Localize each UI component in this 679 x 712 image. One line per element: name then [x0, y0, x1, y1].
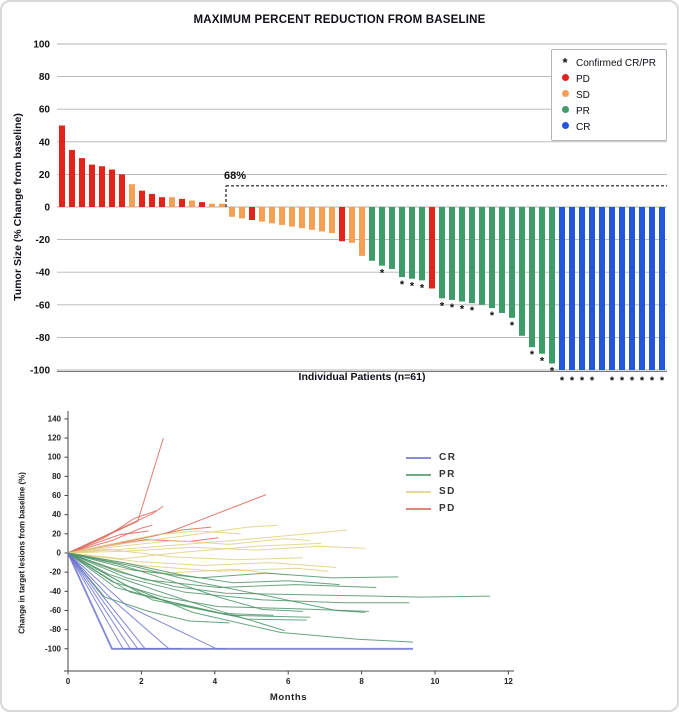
- waterfall-y-tick-label: -60: [35, 300, 50, 312]
- patient-bar-sd: [239, 207, 245, 218]
- patient-bar-cr: [589, 207, 595, 370]
- legend-dot-icon: [562, 74, 569, 81]
- patient-bar-pr: [499, 207, 505, 313]
- patient-bar-pd: [59, 126, 65, 208]
- legend-item-sd: [560, 87, 658, 103]
- patient-bar-sd: [319, 207, 325, 231]
- legend-label: PR: [439, 469, 456, 480]
- confirmed-asterisk: *: [619, 375, 625, 387]
- spider-y-tick-label: 0: [56, 548, 61, 558]
- patient-bar-pr: [449, 207, 455, 300]
- confirmed-asterisk: *: [639, 375, 645, 387]
- legend-item-pr: [560, 103, 658, 119]
- confirmed-asterisk: *: [559, 375, 565, 387]
- patient-bar-pr: [519, 207, 525, 336]
- spider-y-tick-label: 20: [52, 529, 61, 539]
- patient-bar-sd: [209, 204, 215, 207]
- patient-bar-cr: [619, 207, 625, 370]
- patient-bar-cr: [649, 207, 655, 370]
- patient-bar-pr: [479, 207, 485, 305]
- waterfall-y-tick-label: -20: [35, 235, 50, 247]
- legend-dot-icon: [562, 106, 569, 113]
- series-line-pr: [68, 553, 365, 612]
- patient-bar-pd: [79, 158, 85, 207]
- confirmed-asterisk: *: [469, 305, 475, 318]
- confirmed-asterisk: *: [409, 280, 415, 293]
- confirmed-asterisk: *: [579, 375, 585, 387]
- spider-x-tick-label: 12: [503, 677, 513, 686]
- legend-label: PD: [439, 503, 456, 514]
- spider-legend-item-pd: [406, 500, 456, 517]
- patient-bar-pd: [199, 202, 205, 207]
- patient-bar-pd: [119, 174, 125, 207]
- spider-x-tick-label: 10: [430, 677, 440, 686]
- waterfall-y-tick-label: -80: [35, 332, 50, 344]
- patient-bar-pr: [509, 207, 515, 318]
- legend-line-icon: [406, 491, 431, 493]
- confirmed-asterisk: *: [459, 303, 465, 316]
- spider-plot: [2, 397, 679, 712]
- legend-label: Confirmed CR/PR: [576, 57, 657, 69]
- patient-bar-pr: [529, 207, 535, 347]
- confirmed-asterisk: *: [399, 279, 405, 292]
- spider-y-tick-label: 40: [52, 510, 61, 520]
- patient-bar-sd: [329, 207, 335, 233]
- patient-bar-cr: [599, 207, 605, 370]
- spider-y-tick-label: -100: [44, 644, 61, 654]
- patient-bar-sd: [269, 207, 275, 223]
- confirmed-asterisk: *: [569, 375, 575, 387]
- patient-bar-sd: [169, 197, 175, 207]
- spider-x-tick-label: 0: [65, 677, 71, 686]
- patient-bar-pr: [439, 207, 445, 298]
- confirmed-asterisk: *: [439, 300, 445, 313]
- patient-bar-pd: [249, 207, 255, 220]
- confirmed-asterisk: *: [379, 267, 385, 280]
- patient-bar-pr: [369, 207, 375, 261]
- spider-x-tick-label: 2: [139, 677, 144, 686]
- confirmed-asterisk: *: [659, 375, 665, 387]
- patient-bar-pr: [399, 207, 405, 277]
- patient-bar-pr: [489, 207, 495, 308]
- patient-bar-pd: [109, 170, 115, 207]
- waterfall-y-tick-label: 60: [38, 104, 50, 116]
- spider-y-tick-label: -60: [49, 605, 61, 615]
- patient-bar-pd: [99, 166, 105, 207]
- annotation-label: 68%: [224, 169, 247, 182]
- patient-bar-cr: [639, 207, 645, 370]
- legend-line-icon: [406, 457, 431, 459]
- legend-line-icon: [406, 474, 431, 476]
- patient-bar-pr: [379, 207, 385, 266]
- confirmed-asterisk: *: [549, 365, 555, 378]
- legend-dot-icon: [560, 106, 570, 116]
- waterfall-y-tick-label: -40: [35, 267, 50, 279]
- confirmed-asterisk: *: [419, 282, 425, 295]
- waterfall-x-axis-label: Individual Patients (n=61): [298, 371, 426, 383]
- patient-bar-cr: [659, 207, 665, 370]
- patient-bar-cr: [629, 207, 635, 370]
- waterfall-y-tick-label: 20: [38, 169, 50, 181]
- confirmed-asterisk: *: [629, 375, 635, 387]
- patient-bar-pr: [409, 207, 415, 279]
- legend-dot-icon: [560, 74, 570, 84]
- spider-x-axis-label: Months: [269, 692, 308, 703]
- patient-bar-sd: [299, 207, 305, 228]
- legend-item-cr: [560, 119, 658, 135]
- legend-line-icon: [406, 508, 431, 510]
- patient-bar-pr: [549, 207, 555, 363]
- series-line-cr: [68, 553, 413, 649]
- confirmed-asterisk: *: [489, 310, 495, 323]
- spider-y-tick-label: -20: [49, 567, 61, 577]
- patient-bar-sd: [279, 207, 285, 225]
- patient-bar-pd: [69, 150, 75, 207]
- spider-x-tick-label: 6: [285, 677, 291, 686]
- patient-bar-cr: [569, 207, 575, 370]
- waterfall-y-tick-label: -100: [29, 365, 50, 377]
- patient-bar-sd: [359, 207, 365, 256]
- patient-bar-pd: [339, 207, 345, 241]
- legend-item-confirmed-cr-pr: [560, 55, 658, 71]
- patient-bar-pd: [179, 199, 185, 207]
- spider-legend-item-cr: [406, 449, 456, 466]
- spider-y-tick-label: 100: [47, 452, 61, 462]
- spider-y-axis-label: Change in target lesions from baseline (%): [17, 472, 27, 634]
- waterfall-y-tick-label: 80: [38, 72, 50, 84]
- patient-bar-sd: [289, 207, 295, 227]
- waterfall-legend: [551, 49, 667, 141]
- patient-bar-pd: [139, 191, 145, 207]
- patient-bar-cr: [609, 207, 615, 370]
- legend-label: PD: [576, 73, 590, 85]
- confirmed-asterisk: *: [649, 375, 655, 387]
- legend-label: PR: [576, 105, 590, 117]
- confirmed-asterisk: *: [529, 349, 535, 362]
- spider-y-tick-label: 120: [47, 433, 61, 443]
- patient-bar-sd: [309, 207, 315, 230]
- legend-label: SD: [576, 89, 590, 101]
- legend-label: SD: [439, 486, 456, 497]
- spider-legend: [406, 449, 456, 517]
- patient-bar-cr: [559, 207, 565, 370]
- legend-dot-icon: [560, 90, 570, 100]
- spider-y-tick-label: 60: [52, 491, 61, 501]
- patient-bar-sd: [349, 207, 355, 243]
- confirmed-asterisk: *: [539, 355, 545, 368]
- legend-label: CR: [576, 121, 591, 133]
- waterfall-y-tick-label: 100: [33, 39, 50, 51]
- confirmed-asterisk: *: [449, 301, 455, 314]
- asterisk-icon: *: [562, 55, 568, 70]
- waterfall-title: MAXIMUM PERCENT REDUCTION FROM BASELINE: [193, 14, 486, 26]
- legend-dot-icon: [562, 90, 569, 97]
- patient-bar-cr: [579, 207, 585, 370]
- waterfall-y-tick-label: 0: [44, 202, 50, 214]
- patient-bar-pr: [419, 207, 425, 280]
- confirmed-asterisk: *: [509, 319, 515, 332]
- legend-item-pd: [560, 71, 658, 87]
- patient-bar-pr: [459, 207, 465, 302]
- patient-bar-sd: [229, 207, 235, 217]
- spider-y-tick-label: 80: [52, 471, 61, 481]
- patient-bar-pd: [429, 207, 435, 289]
- spider-x-tick-label: 8: [359, 677, 364, 686]
- spider-legend-item-sd: [406, 483, 456, 500]
- confirmed-asterisk: *: [589, 375, 595, 387]
- spider-y-tick-label: -40: [49, 586, 61, 596]
- waterfall-y-axis-label: Tumor Size (% Change from baseline): [12, 113, 24, 301]
- spider-legend-item-pr: [406, 466, 456, 483]
- spider-y-tick-label: 140: [47, 414, 61, 424]
- patient-bar-sd: [189, 200, 195, 207]
- patient-bar-sd: [129, 184, 135, 207]
- patient-bar-sd: [219, 204, 225, 207]
- patient-bar-pd: [149, 194, 155, 207]
- legend-label: CR: [439, 452, 457, 463]
- patient-bar-pr: [469, 207, 475, 303]
- legend-dot-icon: [562, 122, 569, 129]
- patient-bar-pd: [159, 197, 165, 207]
- confirmed-asterisk: *: [609, 375, 615, 387]
- spider-y-tick-label: -80: [49, 625, 61, 635]
- patient-bar-pr: [389, 207, 395, 269]
- patient-bar-pr: [539, 207, 545, 354]
- legend-dot-icon: [560, 122, 570, 132]
- patient-bar-sd: [259, 207, 265, 222]
- patient-bar-pd: [89, 165, 95, 207]
- spider-x-tick-label: 4: [212, 677, 218, 686]
- waterfall-y-tick-label: 40: [38, 137, 50, 149]
